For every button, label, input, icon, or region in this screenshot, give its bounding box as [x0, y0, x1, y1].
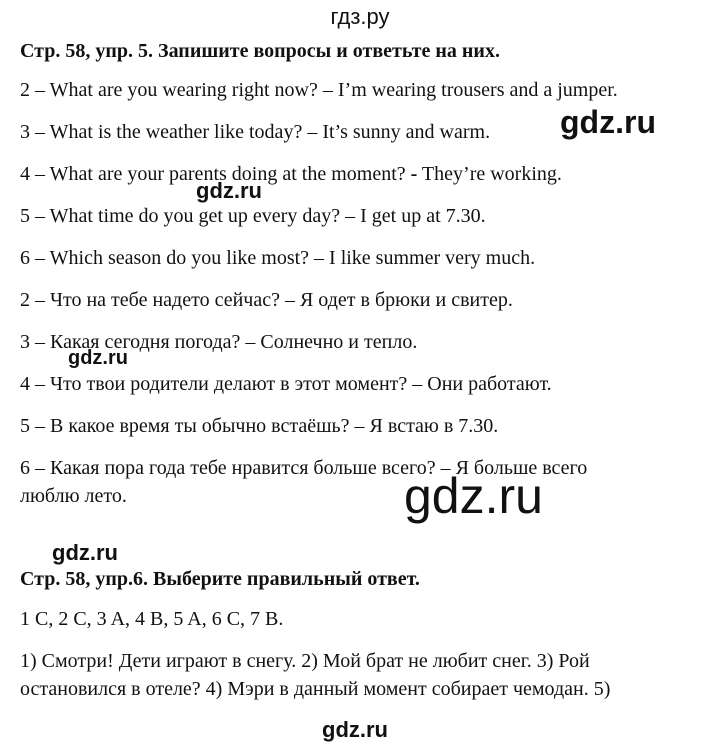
- russian-line-5: 5 – В какое время ты обычно встаёшь? – Я встаю в 7.30.: [20, 415, 499, 437]
- line-text: 5 – What time do you get up every day? – I get up at 7.30.: [20, 205, 486, 227]
- english-line-3: [20, 121, 490, 144]
- russian-line-6b: люблю лето.: [20, 485, 127, 507]
- translation-line-2: остановился в отеле? 4) Мэри в данный момент собирает чемодан. 5): [20, 678, 611, 700]
- watermark: gdz.ru: [560, 104, 656, 140]
- line-text: 3 – What is the weather like today? – It’s sunny and warm.: [20, 121, 491, 143]
- english-line-2: [20, 79, 618, 102]
- russian-line-4: 4 – Что твои родители делают в этот момент? – Они работают.: [20, 373, 552, 395]
- russian-line-2: 2 – Что на тебе надето сейчас? – Я одет в брюки и свитер.: [20, 289, 513, 311]
- watermark: gdz.ru: [52, 540, 118, 565]
- line-text: 4 – What are your parents doing at the moment?: [20, 163, 411, 185]
- site-header: гдз.ру: [330, 4, 390, 29]
- translation-line-1: 1) Смотри! Дети играют в снегу. 2) Мой брат не любит снег. 3) Рой: [20, 650, 590, 672]
- russian-line-6a: 6 – Какая пора года тебе нравится больше всего? – Я больше всего: [20, 457, 588, 479]
- exercise-6-heading: Стр. 58, упр.6. Выберите правильный ответ.: [20, 568, 420, 590]
- english-line-5: [20, 205, 486, 228]
- watermark: gdz.ru: [322, 717, 388, 742]
- english-line-6: [20, 247, 535, 270]
- watermark: gdz.ru: [404, 468, 543, 524]
- line-text-after: They’re working.: [417, 163, 562, 185]
- russian-line-3: 3 – Какая сегодня погода? – Солнечно и тепло.: [20, 331, 418, 353]
- english-line-4: [20, 163, 562, 186]
- exercise-5-heading: Стр. 58, упр. 5. Запишите вопросы и ответьте на них.: [20, 40, 500, 62]
- exercise-6-answers: 1 C, 2 C, 3 A, 4 B, 5 A, 6 C, 7 B.: [20, 608, 284, 630]
- watermark: gdz.ru: [68, 347, 128, 369]
- line-text: 6 – Which season do you like most? – I like summer very much.: [20, 247, 536, 269]
- line-text: 2 – What are you wearing right now? – I’m wearing trousers and a jumper.: [20, 79, 618, 101]
- watermark: gdz.ru: [196, 178, 262, 203]
- dash-bold: -: [410, 163, 418, 185]
